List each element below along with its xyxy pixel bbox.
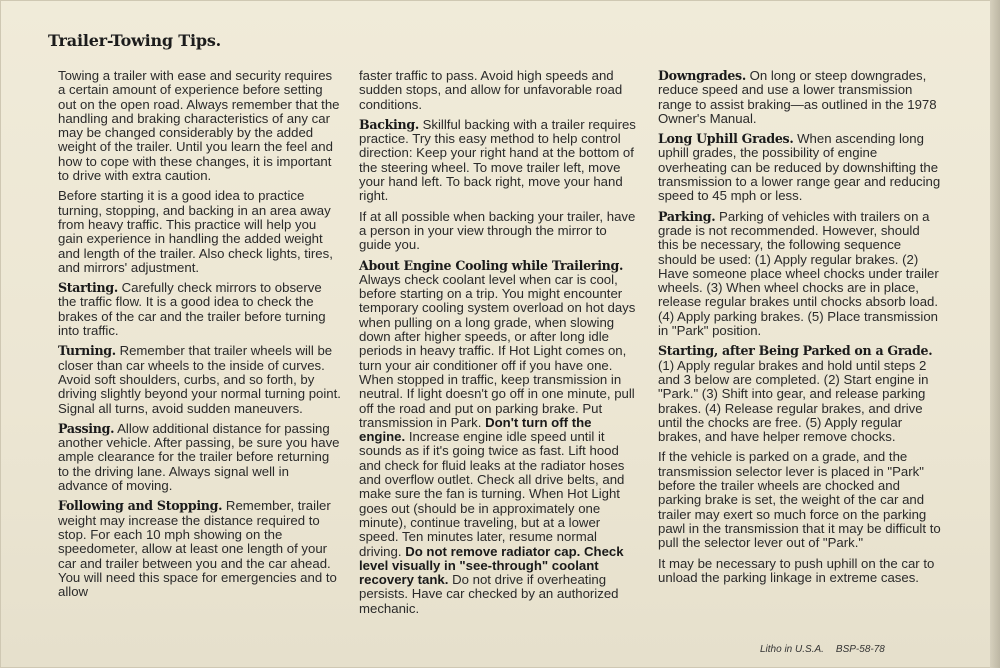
column-2	[359, 69, 641, 622]
cooling-text-1: Always check coolant level when car is cool, before starting on a trip. You might encounter temporary cooling system overload on hot days when pulling on a long grade, when slowing down after higher speeds, or after long idle periods in heavy traffic. If Hot Light comes on, turn your air conditioner off if you have one. When stopped in traffic, keep transmission in neutral. If light doesn't go off in one minute, pull off the road and put on parking brake. Put transmission in Park.	[359, 271, 636, 430]
parking-heading: Parking.	[658, 208, 716, 224]
passing-heading: Passing.	[58, 420, 115, 436]
practice-paragraph: Before starting it is a good idea to practice turning, stopping, and backing in an area away from heavy traffic. This practice will help you gain experience in handling the added weight and length of the trailer. Also check lights, tires, and mirrors' adjustment.	[58, 188, 333, 275]
uphill-heading: Long Uphill Grades.	[658, 131, 794, 147]
parking-text: Parking of vehicles with trailers on a grade is not recommended. However, should this be necessary, the following sequence should be used: (1) Apply regular brakes. (2) Have someone place wheel chocks under trailer wheels. (3) When wheel chocks are in place, release regular brakes until chocks absorb load. (4) Apply parking brakes. (5) Place transmission in "Park" position.	[658, 208, 939, 339]
column-3	[658, 69, 943, 591]
cooling-section	[359, 259, 641, 616]
backing-guide-paragraph: If at all possible when backing your trailer, have a person in your view through the mirror to guide you.	[359, 208, 636, 253]
starting-grade-section	[658, 344, 943, 444]
cooling-text-2: Increase engine idle speed until it sounds as if it's going twice as fast. Lift hood and check for fluid leaks at the radiator hoses and overflow outlet. Check all drive belts, and make sure the fan is turning. When Hot Light goes out (should be in approximately one minute), continue traveling, but at a lower speed. Ten minutes later, resume normal driving.	[359, 429, 625, 559]
downgrades-text: On long or steep downgrades, reduce speed and use a lower transmission range to assist braking—as outlined in the 1978 Owner's Manual.	[658, 68, 937, 126]
litho-note: Litho in U.S.A.	[760, 644, 824, 655]
backing-text: Skillful backing with a trailer requires practice. Try this easy method to help control direction: Keep your right hand at the bottom of the steering wheel. To move trailer left, move your hand left. To back right, move your hand right.	[359, 116, 636, 204]
selector-lever-paragraph: If the vehicle is parked on a grade, and the transmission selector lever is placed in "Park" before the trailer wheels are chocked and parking brake is set, the weight of the car and trailer may exert so much force on the parking pawl in the transmission that it may be difficult to pull the selector lever out of "Park."	[658, 449, 941, 551]
following-heading: Following and Stopping.	[58, 498, 223, 514]
starting-heading: Starting.	[58, 280, 118, 296]
continued-paragraph: faster traffic to pass. Avoid high speeds and sudden stops, and allow for unfavorable road conditions.	[359, 68, 623, 112]
cooling-warning-1: Don't turn off the engine.	[359, 414, 592, 445]
turning-section	[58, 344, 342, 415]
turning-text: Remember that trailer wheels will be closer than car wheels to the inside of curves. Avoid soft shoulders, curbs, and so forth, by driving slightly beyond your normal turning point. Signal all turns, avoid sudden maneuvers.	[58, 343, 341, 416]
starting-grade-text: (1) Apply regular brakes and hold until steps 2 and 3 below are completed. (2) Start engine in "Park." (3) Shift into gear, and release parking brakes. (4) Release regular brakes, and drive until the chocks are free. (5) Apply regular brakes, and have helper remove chocks.	[658, 357, 929, 445]
backing-heading: Backing.	[359, 116, 419, 132]
print-footer	[760, 644, 897, 655]
starting-section	[58, 281, 342, 338]
starting-text: Carefully check mirrors to observe the traffic flow. It is a good idea to check the brakes of the car and the trailer before turning into traffic.	[58, 280, 326, 339]
turning-heading: Turning.	[58, 343, 116, 359]
push-uphill-paragraph: It may be necessary to push uphill on the car to unload the parking linkage in extreme cases.	[658, 555, 935, 585]
column-1	[58, 69, 342, 605]
backing-section	[359, 118, 641, 204]
page-title: Trailer-Towing Tips.	[48, 31, 222, 50]
page-edge	[990, 0, 1000, 668]
form-code: BSP-58-78	[835, 644, 885, 655]
uphill-section	[658, 132, 943, 203]
following-text: Remember, trailer weight may increase the distance required to stop. For each 10 mph showing on the speedometer, allow at least one length of your car and trailer between you and the car ahead. You will need this space for emergencies and to allow	[58, 498, 337, 600]
starting-grade-heading: Starting, after Being Parked on a Grade.	[658, 343, 933, 359]
following-section	[58, 499, 342, 599]
intro-paragraph: Towing a trailer with ease and security requires a certain amount of experience before setting out on the open road. Always remember that the handling and braking characteristics of any car may be changed considerably by the added weight of the trailer. Until you learn the feel and how to cope with these changes, it is important to drive with extra caution.	[58, 68, 340, 184]
cooling-warning-2: Do not remove radiator cap. Check level visually in "see-through" coolant recovery tank.	[359, 543, 624, 588]
passing-section	[58, 422, 342, 493]
parking-section	[658, 210, 943, 339]
cooling-text-3: Do not drive if overheating persists. Have car checked by an authorized mechanic.	[359, 572, 619, 616]
uphill-text: When ascending long uphill grades, the possibility of engine overheating can be reduced by downshifting the transmission to a lower range gear and reducing speed to 45 mph or less.	[658, 131, 941, 204]
downgrades-section	[658, 69, 943, 126]
cooling-heading: About Engine Cooling while Trailering.	[359, 257, 624, 273]
downgrades-heading: Downgrades.	[658, 68, 746, 83]
passing-text: Allow additional distance for passing another vehicle. After passing, be sure you have ample clearance for the trailer before returning to the driving lane. Always signal well in advance of moving.	[58, 420, 340, 494]
